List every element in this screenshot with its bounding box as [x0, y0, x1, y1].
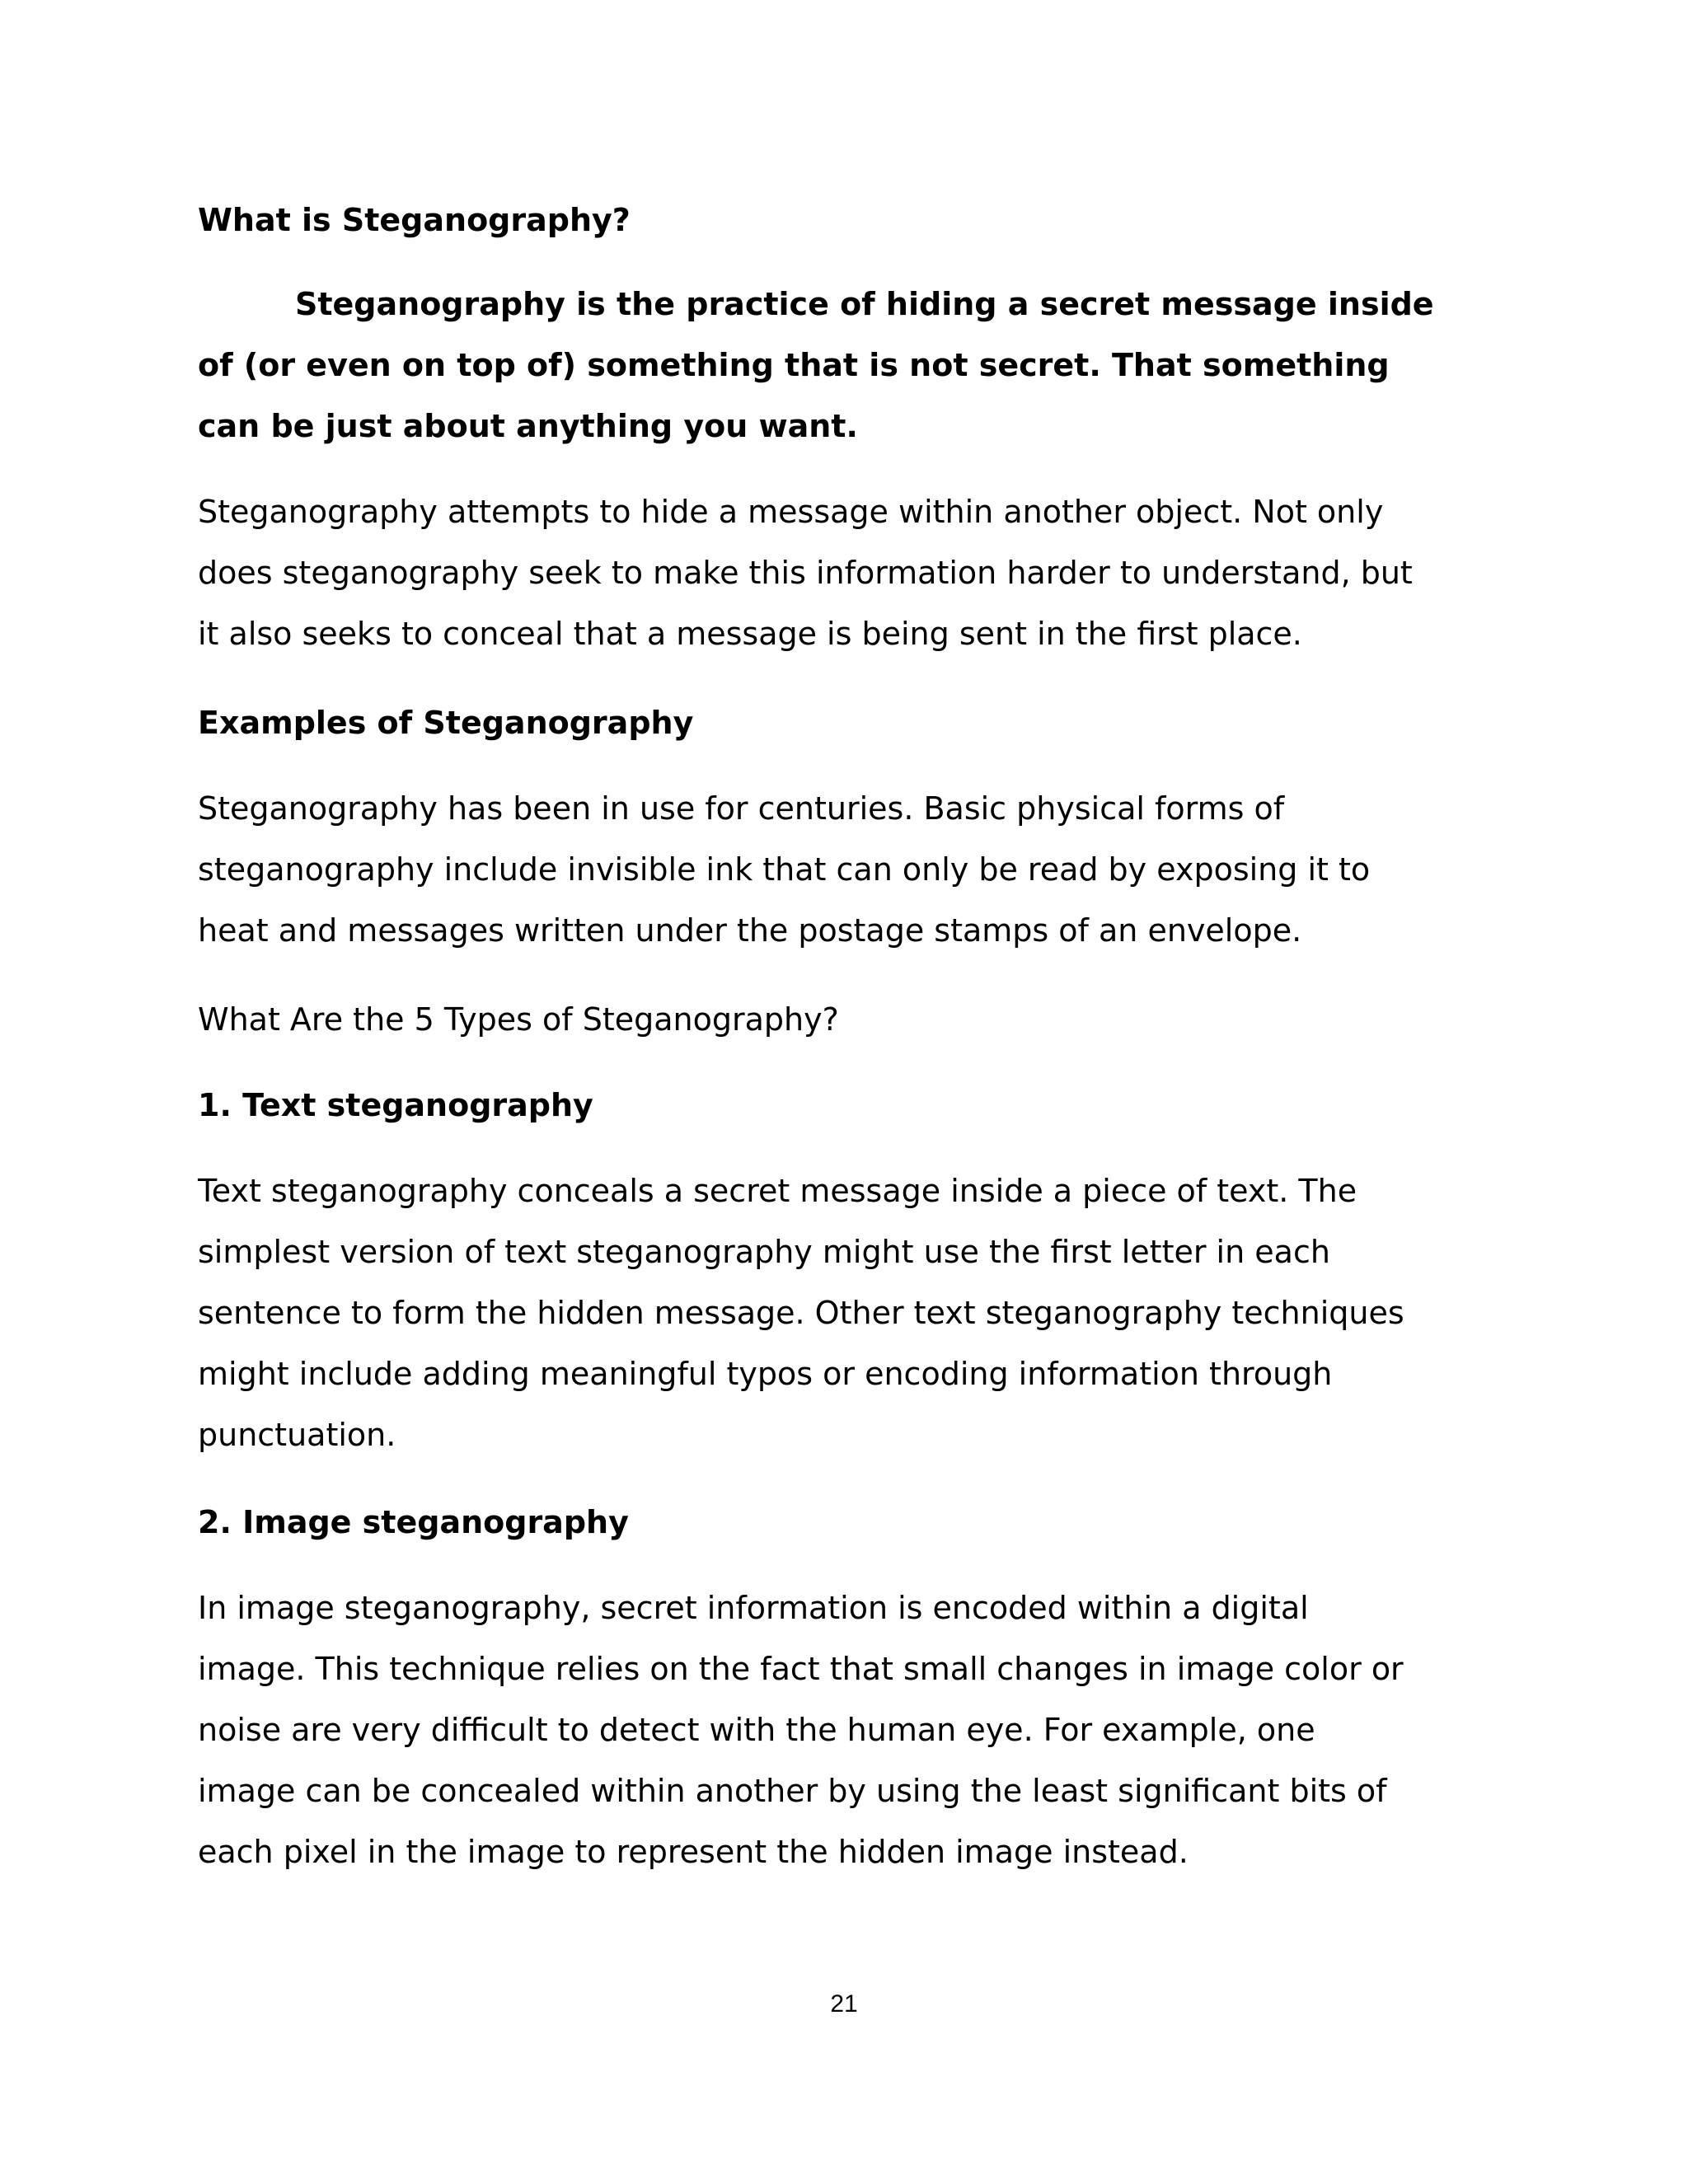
definition-line: can be just about anything you want.	[198, 408, 858, 444]
heading-text-steganography	[198, 1075, 1500, 1136]
image-steganography-paragraph	[198, 1577, 1500, 1882]
heading-text: What is Steganography?	[198, 202, 631, 238]
image-stego-line: image can be concealed within another by using the least significant bits of	[198, 1773, 1387, 1809]
examples-line: heat and messages written under the postage stamps of an envelope.	[198, 912, 1302, 949]
heading-text: 2. Image steganography	[198, 1504, 629, 1540]
intro-line: it also seeks to conceal that a message is being sent in the first place.	[198, 616, 1302, 652]
intro-line: does steganography seek to make this information harder to understand, but	[198, 555, 1413, 591]
text-steganography-paragraph	[198, 1160, 1500, 1465]
types-question-text: What Are the 5 Types of Steganography?	[198, 1001, 839, 1038]
text-stego-line: simplest version of text steganography might use the first letter in each	[198, 1234, 1330, 1270]
image-stego-line: image. This technique relies on the fact that small changes in image color or	[198, 1651, 1404, 1687]
examples-line: Steganography has been in use for centuries. Basic physical forms of	[198, 790, 1285, 827]
image-stego-line: In image steganography, secret information is encoded within a digital	[198, 1590, 1309, 1626]
text-stego-line: Text steganography conceals a secret message inside a piece of text. The	[198, 1173, 1357, 1209]
definition-paragraph	[198, 274, 1500, 457]
intro-paragraph	[198, 481, 1500, 664]
examples-paragraph	[198, 778, 1500, 961]
heading-text: Examples of Steganography	[198, 705, 694, 741]
text-stego-line: might include adding meaningful typos or encoding information through	[198, 1356, 1333, 1392]
examples-line: steganography include invisible ink that can only be read by exposing it to	[198, 851, 1371, 888]
image-stego-line: noise are very difficult to detect with the human eye. For example, one	[198, 1712, 1315, 1748]
image-stego-line: each pixel in the image to represent the hidden image instead.	[198, 1834, 1189, 1870]
heading-what-is-steganography	[198, 190, 1500, 251]
definition-line: of (or even on top of) something that is not secret. That something	[198, 347, 1390, 383]
heading-text: 1. Text steganography	[198, 1087, 593, 1123]
heading-image-steganography	[198, 1492, 1500, 1553]
page-number: 21	[830, 1990, 858, 2018]
heading-examples	[198, 692, 1500, 753]
definition-line: Steganography is the practice of hiding a secret message inside	[295, 286, 1434, 322]
text-stego-line: sentence to form the hidden message. Other text steganography techniques	[198, 1295, 1404, 1331]
text-stego-line: punctuation.	[198, 1417, 396, 1453]
intro-line: Steganography attempts to hide a message within another object. Not only	[198, 494, 1384, 530]
types-question	[198, 989, 1500, 1050]
